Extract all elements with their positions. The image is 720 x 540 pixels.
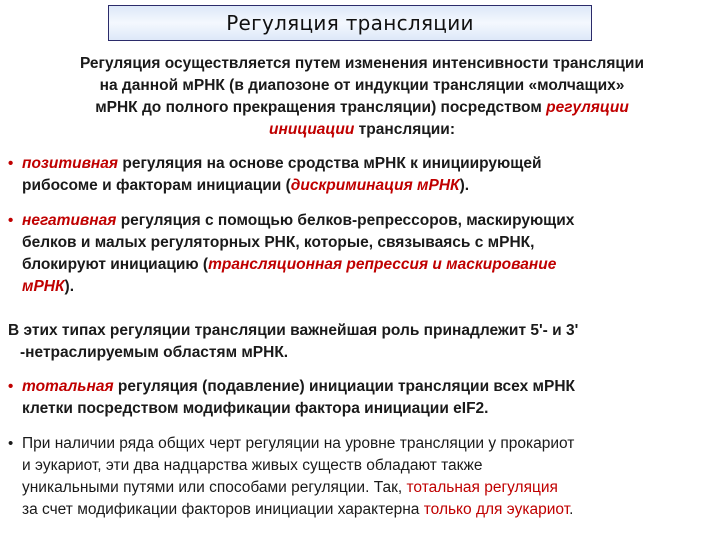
term-positive: позитивная: [22, 155, 119, 172]
term-total: тотальная: [22, 378, 114, 395]
term-mrna-discrimination: дискриминация мРНК: [290, 177, 460, 194]
intro-line-1: Регуляция осуществляется путем изменения интенсивности трансляции: [79, 55, 644, 72]
bullet-negative: • негативная регуляция с помощью белков-репрессоров, маскирующих белков и малых регуляторных РНК, которые, связываясь с мРНК, блокируют инициацию (трансляционная репрессия и маскирование мРНК).: [8, 210, 714, 298]
bullet-marker: •: [8, 155, 14, 172]
term-translational-repression: трансляционная репрессия и маскирование: [208, 256, 557, 273]
bullet-total: • тотальная регуляция (подавление) инициации трансляции всех мРНК клетки посредством модификации фактора инициации eIF2.: [8, 376, 714, 420]
term-only-eukaryotes: только для эукариот: [423, 501, 570, 518]
utr-paragraph: В этих типах регуляции трансляции важнейшая роль принадлежит 5'- и 3' -нетраслируемым областям мРНК.: [8, 322, 579, 361]
intro-line-2: на данной мРНК (в диапозоне от индукции трансляции «молчащих»: [99, 77, 625, 94]
intro-highlight-initiation: инициации: [269, 121, 355, 138]
slide-title: Регуляция трансляции: [226, 11, 474, 35]
bullet-marker: •: [8, 435, 14, 452]
bullet-marker: •: [8, 378, 14, 395]
term-total-regulation: тотальная регуляция: [406, 479, 558, 496]
slide-title-box: [108, 5, 592, 41]
term-negative: негативная: [22, 212, 117, 229]
intro-line-4: инициации трансляции:: [269, 121, 455, 138]
bullet-prokaryote-eukaryote: • При наличии ряда общих черт регуляции на уровне трансляции у прокариот и эукариот, эти два надцарства живых существ обладают также уникальными путями или способами регуляции. Так, тотальная регуляция за счет модификации факторов инициации характерна только для эукариот.: [8, 433, 714, 521]
intro-highlight-regulation: регуляции: [546, 99, 629, 116]
term-mrna: мРНК: [22, 278, 65, 295]
intro-paragraph: [10, 53, 714, 141]
bullet-positive: • позитивная регуляция на основе сродства мРНК к инициирующей рибосоме и факторам инициации (дискриминация мРНК).: [8, 153, 714, 197]
intro-line-3: мРНК до полного прекращения трансляции) посредством регуляции: [95, 99, 629, 116]
bullet-marker: •: [8, 212, 14, 229]
